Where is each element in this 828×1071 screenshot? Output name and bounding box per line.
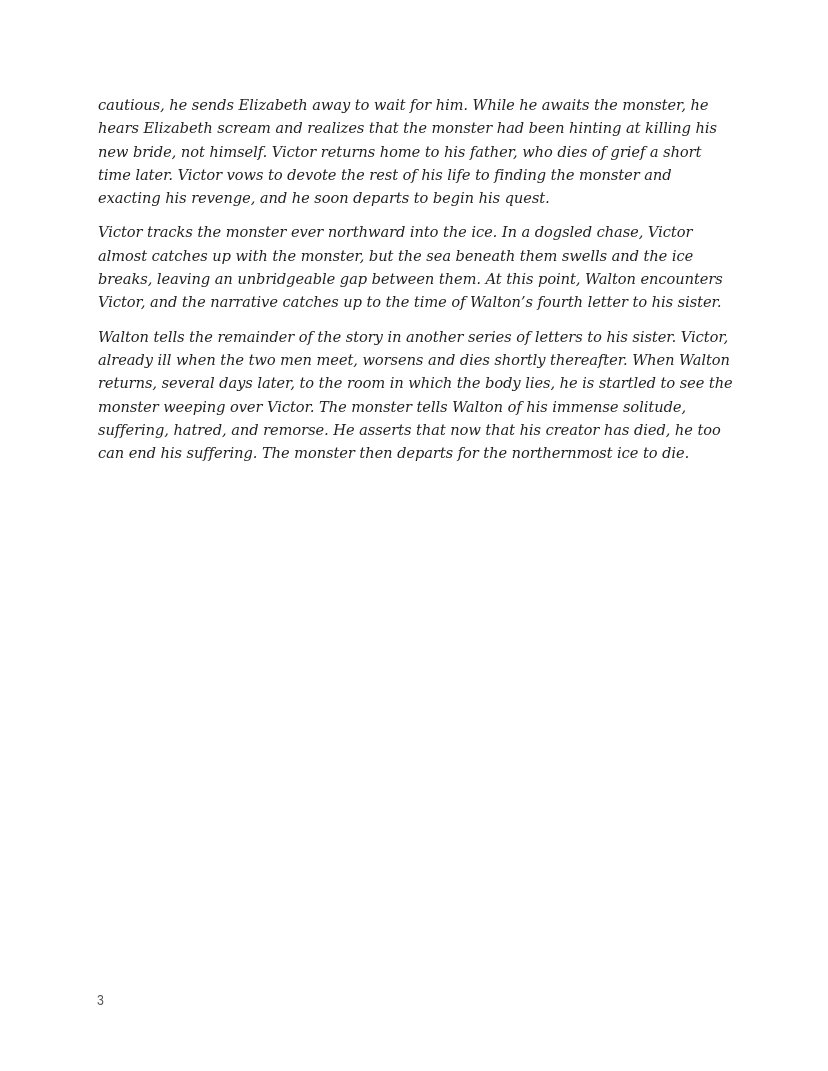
paragraph: Walton tells the remainder of the story in another series of letters to his sister. Victor, already ill when the two men meet, worsens and dies shortly thereafter. When Walton returns, several days later, to the room in which the body lies, he is startled to see the monster weeping over Victor. The monster tells Walton of his immense solitude, suffering, hatred, and remorse. He asserts that now that his creator has died, he too can end his suffering. The monster then departs for the northernmost ice to die. — [98, 328, 733, 463]
summary-text — [98, 94, 738, 476]
paragraph: cautious, he sends Elizabeth away to wait for him. While he awaits the monster, he hears Elizabeth scream and realizes that the monster had been hinting at killing his new bride, not himself. Victor returns home to his father, who dies of grief a short time later. Victor vows to devote the rest of his life to finding the monster and exacting his revenge, and he soon departs to begin his quest. — [98, 97, 717, 208]
page-number: 3 — [97, 992, 104, 1009]
paragraph: Victor tracks the monster ever northward into the ice. In a dogsled chase, Victor almost catches up with the monster, but the sea beneath them swells and the ice breaks, leaving an unbridgeable gap between them. At this point, Walton encounters Victor, and the narrative catches up to the time of Walton’s fourth letter to his sister. — [98, 224, 723, 312]
